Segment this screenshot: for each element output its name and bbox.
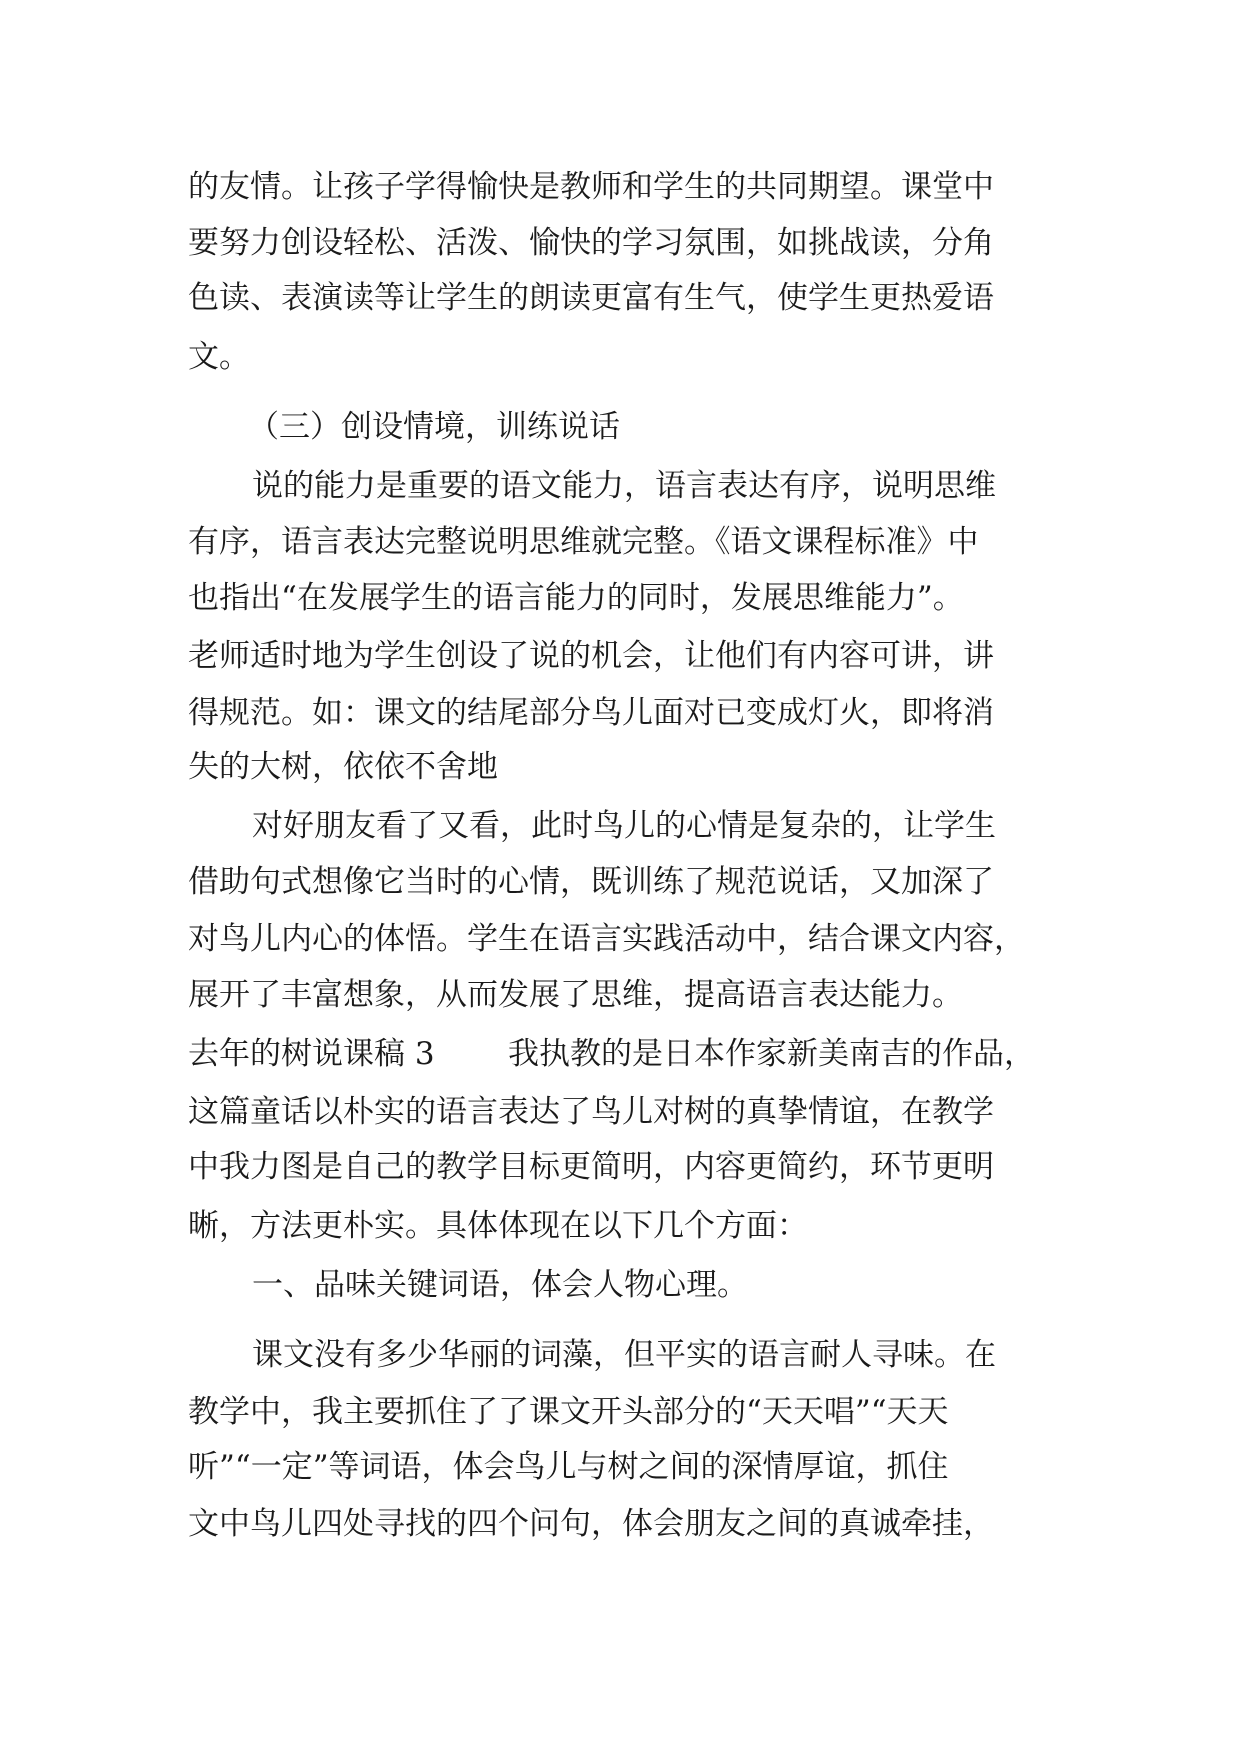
text-line-content: 说的能力是重要的语文能力，语言表达有序，说明思维 <box>252 468 996 504</box>
text-line-content: 晰，方法更朴实。具体体现在以下几个方面： <box>188 1208 808 1244</box>
text-line <box>0 1137 1241 1197</box>
text-line-content: 色读、表演读等让学生的朗读更富有生气，使学生更热爱语 <box>188 280 994 316</box>
text-line-content: 得规范。如：课文的结尾部分鸟儿面对已变成灯火，即将消 <box>188 695 994 731</box>
text-line <box>0 213 1241 273</box>
text-line <box>0 512 1241 572</box>
text-line-content: 借助句式想像它当时的心情，既训练了规范说话，又加深了 <box>188 864 994 900</box>
section-heading <box>0 1255 1241 1315</box>
text-line <box>0 1024 1241 1084</box>
text-line <box>0 626 1241 686</box>
section-heading-text: （三）创设情境，训练说话 <box>248 409 620 445</box>
text-line-content: 课文没有多少华丽的词藻，但平实的语言耐人寻味。在 <box>252 1337 996 1373</box>
text-line-content: 失的大树，依依不舍地 <box>188 749 498 785</box>
text-line <box>0 157 1241 217</box>
text-line <box>0 965 1241 1025</box>
text-line <box>0 683 1241 743</box>
text-line-content: 文。 <box>188 339 250 375</box>
text-line <box>0 456 1241 516</box>
text-line-content: 的友情。让孩子学得愉快是教师和学生的共同期望。课堂中 <box>188 169 994 205</box>
text-line-content: 有序，语言表达完整说明思维就完整。《语文课程标准》中 <box>188 524 979 560</box>
text-line <box>0 1437 1241 1497</box>
text-line <box>0 737 1241 797</box>
text-line-content: 听”“一定”等词语，体会鸟儿与树之间的深情厚谊，抓住 <box>188 1449 949 1485</box>
text-line <box>0 268 1241 328</box>
text-line <box>0 1196 1241 1256</box>
text-line <box>0 327 1241 387</box>
section-heading <box>0 397 1241 457</box>
text-line <box>0 1082 1241 1142</box>
text-line-content: 对鸟儿内心的体悟。学生在语言实践活动中，结合课文内容， <box>188 921 1025 957</box>
text-line-content: 中我力图是自己的教学目标更简明，内容更简约，环节更明 <box>188 1149 994 1185</box>
text-line <box>0 1382 1241 1442</box>
text-line-content: 对好朋友看了又看，此时鸟儿的心情是复杂的，让学生 <box>252 808 996 844</box>
text-line-content: 展开了丰富想象，从而发展了思维，提高语言表达能力。 <box>188 977 963 1013</box>
text-line <box>0 796 1241 856</box>
text-line-content: 这篇童话以朴实的语言表达了鸟儿对树的真挚情谊，在教学 <box>188 1094 994 1130</box>
text-line <box>0 909 1241 969</box>
text-line <box>0 568 1241 628</box>
text-line <box>0 1325 1241 1385</box>
text-line <box>0 852 1241 912</box>
text-line-content: 也指出“在发展学生的语言能力的同时，发展思维能力”。 <box>188 580 964 616</box>
text-line-content: 教学中，我主要抓住了了课文开头部分的“天天唱”“天天 <box>188 1394 949 1430</box>
text-line-content: 要努力创设轻松、活泼、愉快的学习氛围，如挑战读，分角 <box>188 225 994 261</box>
text-line-content: 文中鸟儿四处寻找的四个问句，体会朋友之间的真诚牵挂， <box>188 1506 994 1542</box>
text-line-content: 老师适时地为学生创设了说的机会，让他们有内容可讲，讲 <box>188 638 994 674</box>
section-heading-text: 一、品味关键词语，体会人物心理。 <box>252 1267 748 1303</box>
text-line <box>0 1494 1241 1554</box>
document-title: 去年的树说课稿 3 <box>188 1036 435 1072</box>
text-line-content: 我执教的是日本作家新美南吉的作品， <box>508 1036 1035 1072</box>
